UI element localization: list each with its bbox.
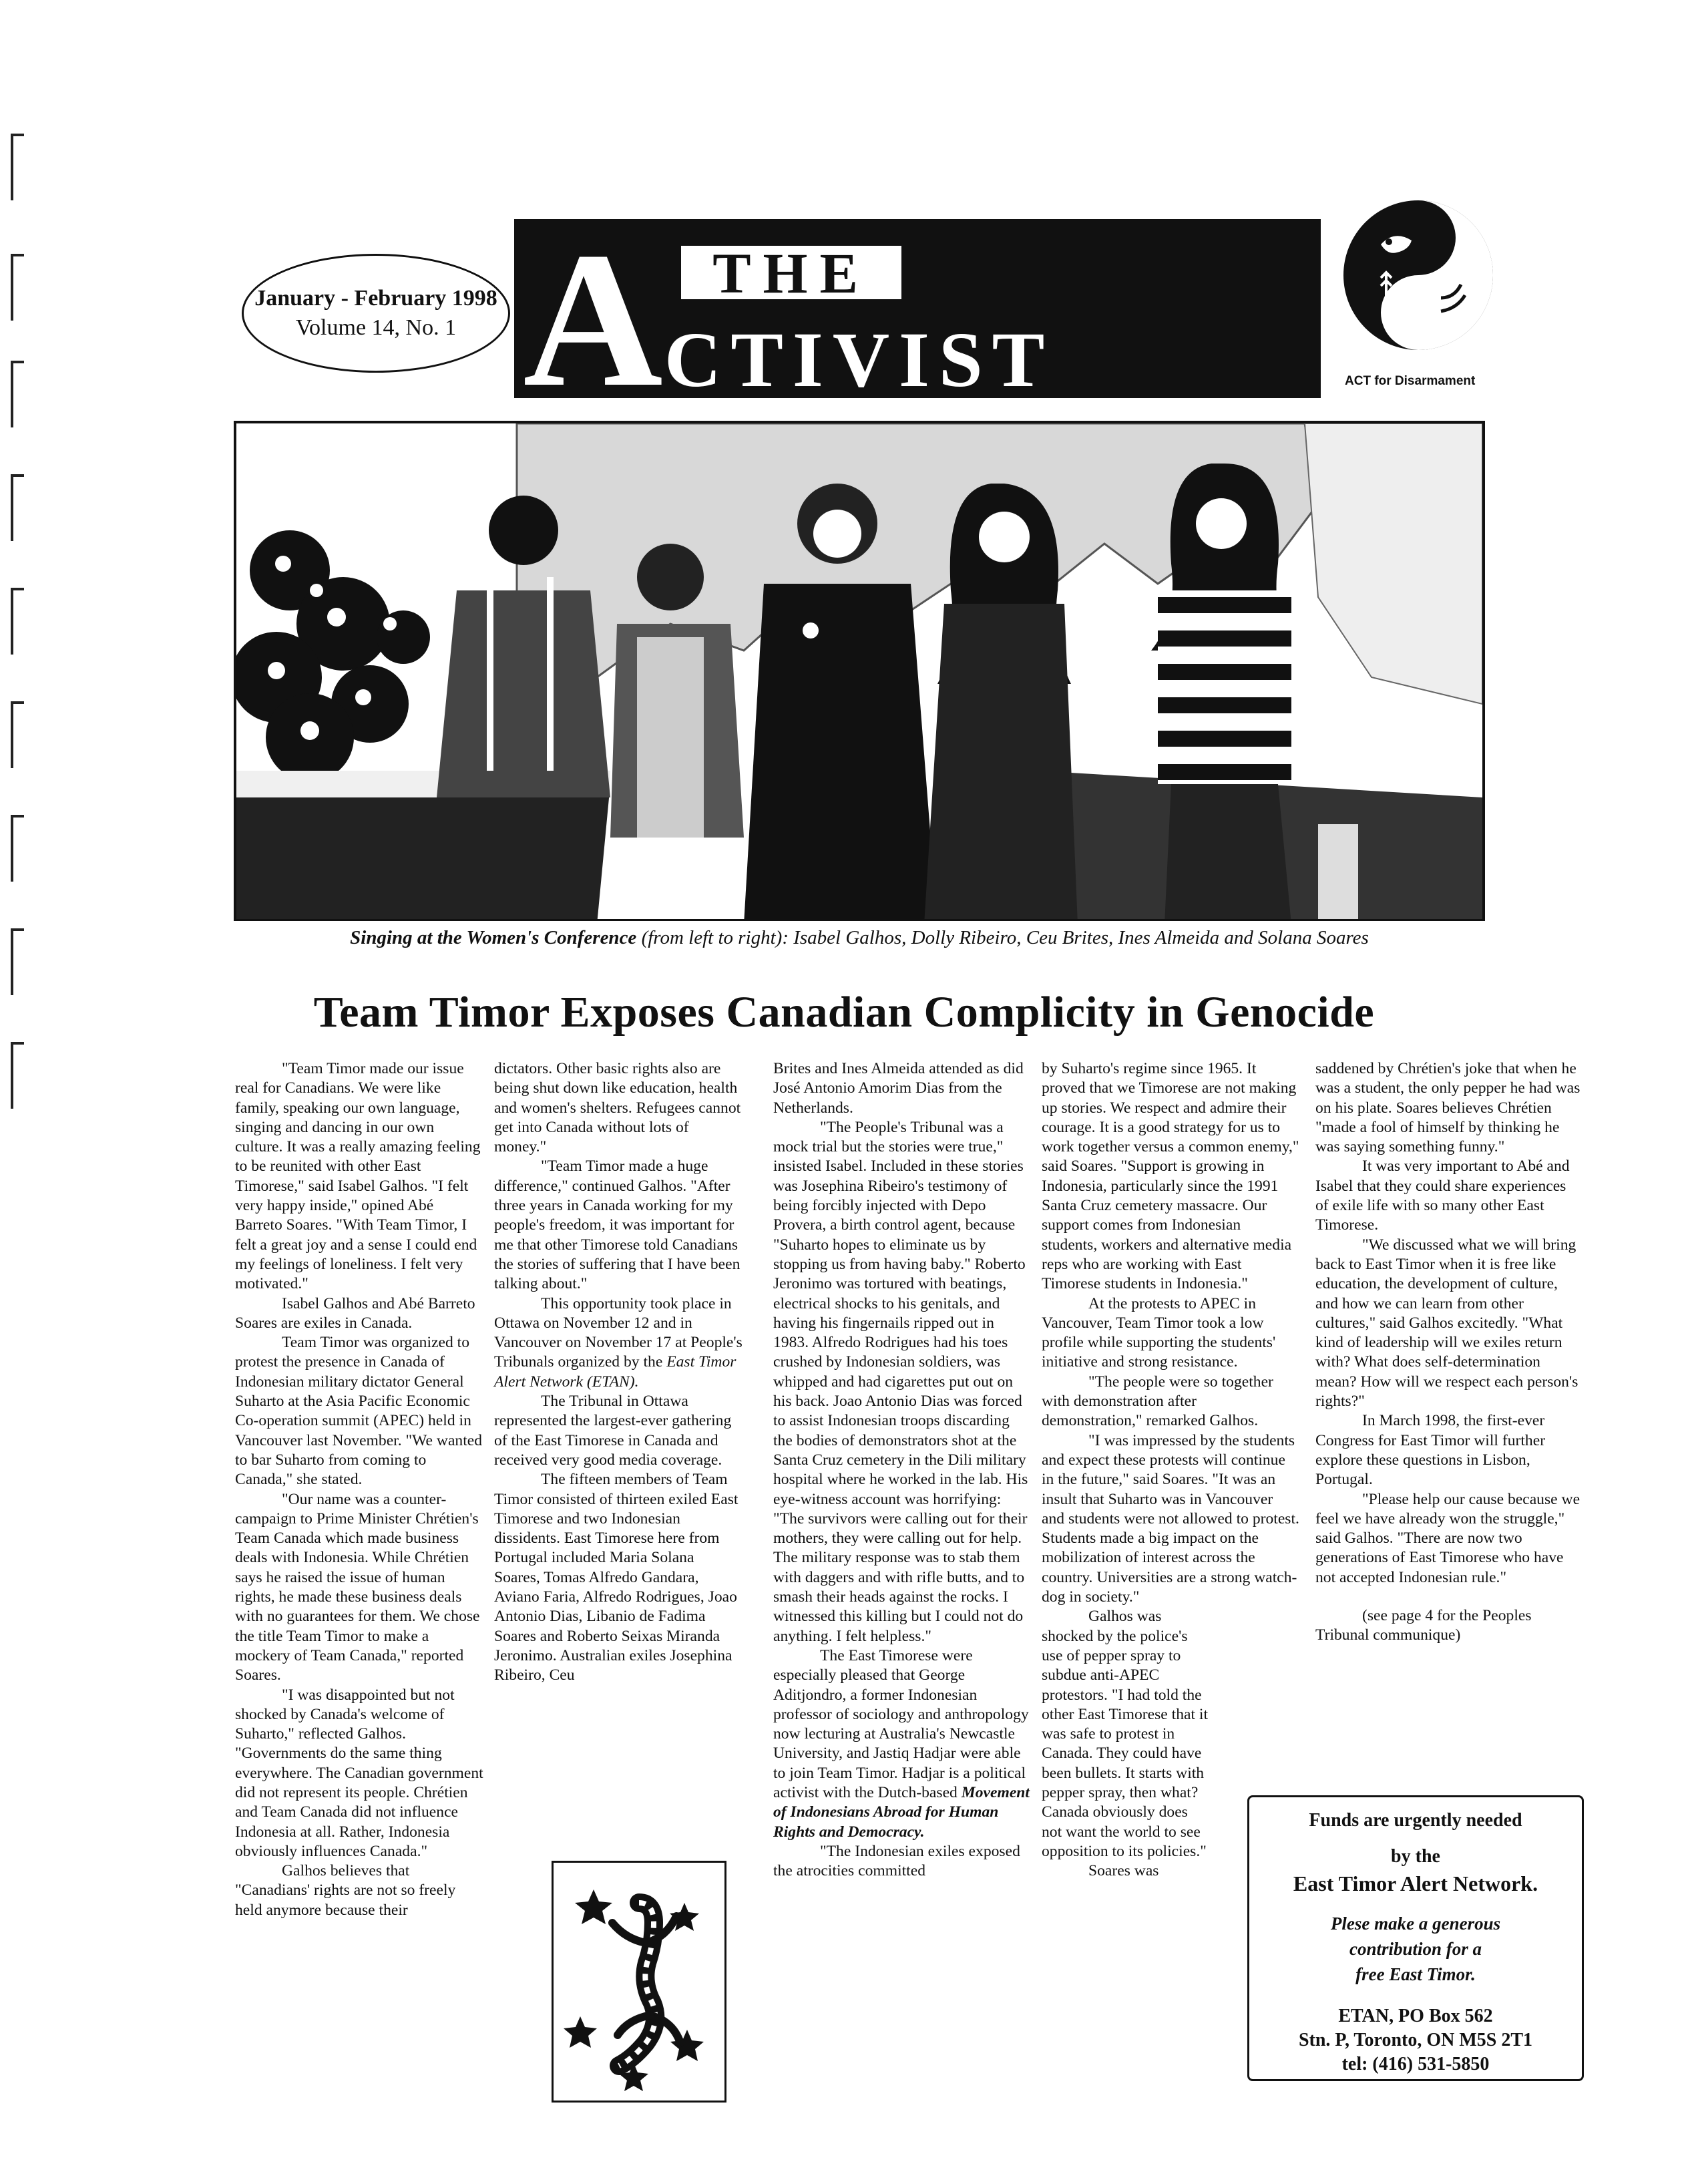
paragraph: "We discussed what we will bring back to East Timor when it is free like education, the development of culture, and how we can learn from other cultures," said Galhos excitedly. "What kind of leadership will we exiles return with? What does self-determination mean? How will we respect each person's rights?" bbox=[1315, 1236, 1578, 1411]
binder-mark bbox=[11, 928, 24, 995]
movement-name: Movement of Indonesians Abroad for Human Rights and Democracy. bbox=[773, 1783, 1030, 1841]
issue-date-badge bbox=[242, 254, 510, 373]
paragraph: "The People's Tribunal was a mock trial but the stories were true," insisted Isabel. Included in these stories was Josephina Ribeiro's testimony of being forcibly injected with Depo Provera, a birth control agent, because "Suharto hopes to eliminate us by stopping us from having baby." Roberto Jeronimo was tortured with beatings, electrical shocks to his genitals, and having his fingernails ripped out in 1983. Alfredo Rodrigues had his toes crushed by Indonesian soldiers, was whipped and had cigarettes put out on his back. Joao Antonio Dias was forced to assist Indonesian troops discarding the bodies of demonstrators shot at the Santa Cruz cemetery in the Dili military hospital where he worked in the lab. His eye-witness account was horrifying: "The survivors were calling out for their mothers, they were calling out for help. The military response was to stab them with daggers and with rifle butts, and to smash their heads against the rocks. I witnessed this killing but I could not do anything. I felt helpless." bbox=[773, 1118, 1028, 1645]
paragraph: "Team Timor made a huge difference," continued Galhos. "After three years in Canada working for my people's freedom, it was important for me that other Timorese told Canadians the stories of suffering that I have been talking about." bbox=[494, 1157, 741, 1293]
article-headline: Team Timor Exposes Canadian Complicity in Genocide bbox=[313, 988, 1375, 1037]
paragraph: In March 1998, the first-ever Congress for East Timor will further explore these questions in Lisbon, Portugal. bbox=[1315, 1412, 1546, 1489]
paragraph: Galhos believes that "Canadians' rights are not so freely held anymore because their bbox=[235, 1862, 456, 1919]
article-column-1 bbox=[235, 1059, 483, 1920]
paragraph: "The people were so together with demonstration after demonstration," remarked Galhos. bbox=[1042, 1373, 1273, 1430]
binder-mark bbox=[11, 701, 24, 768]
paragraph: "I was disappointed but not shocked by Canada's welcome of Suharto," reflected Galhos. "Governments do the same thing everywhere. The Canadian government did not represent its people. Chrétien and Team Canada did not influence Indonesia at all. Rather, Indonesia obviously influences Canada." bbox=[235, 1686, 483, 1860]
peace-dove-logo bbox=[1341, 198, 1496, 353]
issue-volume: Volume 14, No. 1 bbox=[295, 315, 457, 340]
funds-line: Funds are urgently needed bbox=[1309, 1810, 1522, 1831]
paragraph: dictators. Other basic rights also are being shut down like education, health and women's shelters. Refugees cannot get into Canada without lots of money." bbox=[494, 1060, 741, 1156]
paragraph-text: The East Timorese were especially pleased that George Aditjondro, a former Indonesian professor of sociology and anthropology now lecturing at Australia's Newcastle University, and Jastiq Hadjar were able to join Team Timor. Hadjar is a political activist with the Dutch-based bbox=[773, 1646, 1029, 1801]
paragraph: "Please help our cause because we feel we have already won the struggle," said Galhos. "There are now two generations of East Timorese who have not accepted Indonesian rule." bbox=[1315, 1490, 1580, 1586]
paragraph: The fifteen members of Team Timor consisted of thirteen exiled East Timorese and two Indonesian dissidents. East Timorese here from Portugal included Maria Solana Soares, Tomas Alfredo Gandara, Aviano Faria, Alfredo Rodrigues, Joao Antonio Dias, Libanio de Fadima Soares and Roberto Seixas Miranda Jeronimo. Australian exiles Josephina Ribeiro, Ceu bbox=[494, 1471, 738, 1684]
paragraph: Brites and Ines Almeida attended as did José Antonio Amorim Dias from the Netherlands. bbox=[773, 1060, 1024, 1117]
logo-caption: ACT for Disarmament bbox=[1345, 374, 1476, 388]
paragraph: by Suharto's regime since 1965. It proved that we Timorese are not making up stories. We respect and admire their courage. It is a good strategy for us to work together versus a common enemy," said Soares. "Support is growing in Indonesia, particularly since the 1991 Santa Cruz cemetery massacre. Our support comes from Indonesian students, workers and alternative media reps who are working with East Timorese students in Indonesia." bbox=[1042, 1060, 1299, 1293]
address-line: Stn. P, Toronto, ON M5S 2T1 bbox=[1298, 2030, 1533, 2050]
funds-plea-line: free East Timor. bbox=[1355, 1964, 1476, 1984]
article-column-5 bbox=[1315, 1059, 1582, 1646]
paragraph: "I was impressed by the students and expect these protests will continue in the future," said Soares. "It was an insult that Suharto was in Vancouver and students were not allowed to protest. Students made a big impact on the mobilization of interest across the country. Universities are a strong watch-dog in society." bbox=[1042, 1431, 1299, 1606]
paragraph: "Team Timor made our issue real for Canadians. We were like family, speaking our own language, singing and dancing in our own culture. It was a really amazing feeling to be reunited with other East Timorese," said Isabel Galhos. "I felt very happy inside," opined Abé Barreto Soares. "With Team Timor, I felt a great joy and a sense I could end my feelings of loneliness. I felt very motivated." bbox=[235, 1060, 481, 1293]
article-column-4 bbox=[1042, 1059, 1299, 1881]
binder-mark bbox=[11, 134, 24, 200]
binder-mark bbox=[11, 474, 24, 541]
see-page-note: (see page 4 for the Peoples Tribunal communique) bbox=[1315, 1607, 1532, 1644]
paragraph-text: This opportunity took place in Ottawa on November 12 and in Vancouver on November 17 at People's Tribunals organized by the bbox=[494, 1294, 743, 1371]
paragraph: At the protests to APEC in Vancouver, Team Timor took a low profile while supporting the students' initiative and strong resistance. bbox=[1042, 1294, 1276, 1371]
paragraph: "Our name was a counter-campaign to Prime Minister Chrétien's Team Canada which made business deals with Indonesia. While Chrétien says he raised the issue of human rights, he made these business deals with no guarantees for them. We chose the title Team Timor to make a mockery of Team Canada," reported Soares. bbox=[235, 1490, 480, 1684]
binder-mark bbox=[11, 588, 24, 655]
paragraph: It was very important to Abé and Isabel that they could share experiences of exile life with so many other East Timorese. bbox=[1315, 1157, 1570, 1234]
photo-caption-lead: Singing at the Women's Conference bbox=[350, 927, 637, 948]
issue-date: January - February 1998 bbox=[254, 286, 497, 311]
paragraph bbox=[494, 1294, 743, 1392]
funds-address bbox=[1249, 2004, 1582, 2076]
funds-org: East Timor Alert Network. bbox=[1293, 1871, 1538, 1895]
paragraph: Galhos was shocked by the police's use of pepper spray to subdue anti-APEC protestors. "I had told the other East Timorese that it was safe to protest in Canada. They could have been bullets. It starts with pepper spray, then what? Canada obviously does not want the world to see opposition to its policies." bbox=[1042, 1608, 1209, 1860]
paragraph: "The Indonesian exiles exposed the atrocities committed bbox=[773, 1842, 1020, 1880]
funds-plea-line: contribution for a bbox=[1349, 1939, 1482, 1959]
paragraph: Isabel Galhos and Abé Barreto Soares are exiles in Canada. bbox=[235, 1294, 475, 1332]
article-column-3 bbox=[773, 1059, 1032, 1881]
funds-appeal-box bbox=[1247, 1795, 1584, 2081]
paragraph: Team Timor was organized to protest the presence in Canada of Indonesian military dictator General Suharto at the Asia Pacific Economic Co-operation summit (APEC) held in Vancouver last November. "We wanted to bar Suharto from coming to Canada," she stated. bbox=[235, 1334, 483, 1489]
funds-plea bbox=[1249, 1911, 1582, 1987]
binder-mark bbox=[11, 815, 24, 882]
photo-caption bbox=[234, 919, 1485, 952]
address-line: ETAN, PO Box 562 bbox=[1338, 2006, 1493, 2026]
binder-mark bbox=[11, 1042, 24, 1109]
masthead-the: THE bbox=[712, 241, 870, 305]
phone-line: tel: (416) 531-5850 bbox=[1341, 2054, 1490, 2074]
paragraph: saddened by Chrétien's joke that when he was a student, the only pepper he had was on his plate. Soares believes Chrétien "made a fool of himself by thinking he was saying something funny." bbox=[1315, 1060, 1580, 1156]
paragraph: Soares was bbox=[1088, 1862, 1159, 1880]
masthead bbox=[514, 219, 1321, 398]
masthead-a: A bbox=[523, 219, 663, 398]
masthead-ctivist: CTIVIST bbox=[664, 316, 1054, 398]
etan-name: East Timor Alert Network (ETAN). bbox=[494, 1353, 736, 1391]
binder-mark bbox=[11, 254, 24, 321]
paragraph: The Tribunal in Ottawa represented the largest-ever gathering of the East Timorese in Canada and received very good media coverage. bbox=[494, 1393, 732, 1469]
funds-plea-line: Plese make a generous bbox=[1330, 1914, 1501, 1934]
funds-line: by the bbox=[1391, 1846, 1440, 1867]
article-column-2 bbox=[494, 1059, 743, 1686]
gecko-illustration bbox=[552, 1861, 726, 2103]
binder-mark bbox=[11, 361, 24, 427]
paragraph bbox=[773, 1646, 1032, 1842]
conference-photo bbox=[234, 421, 1485, 952]
photo-caption-names: (from left to right): Isabel Galhos, Dolly Ribeiro, Ceu Brites, Ines Almeida and Solana Soares bbox=[636, 927, 1369, 948]
